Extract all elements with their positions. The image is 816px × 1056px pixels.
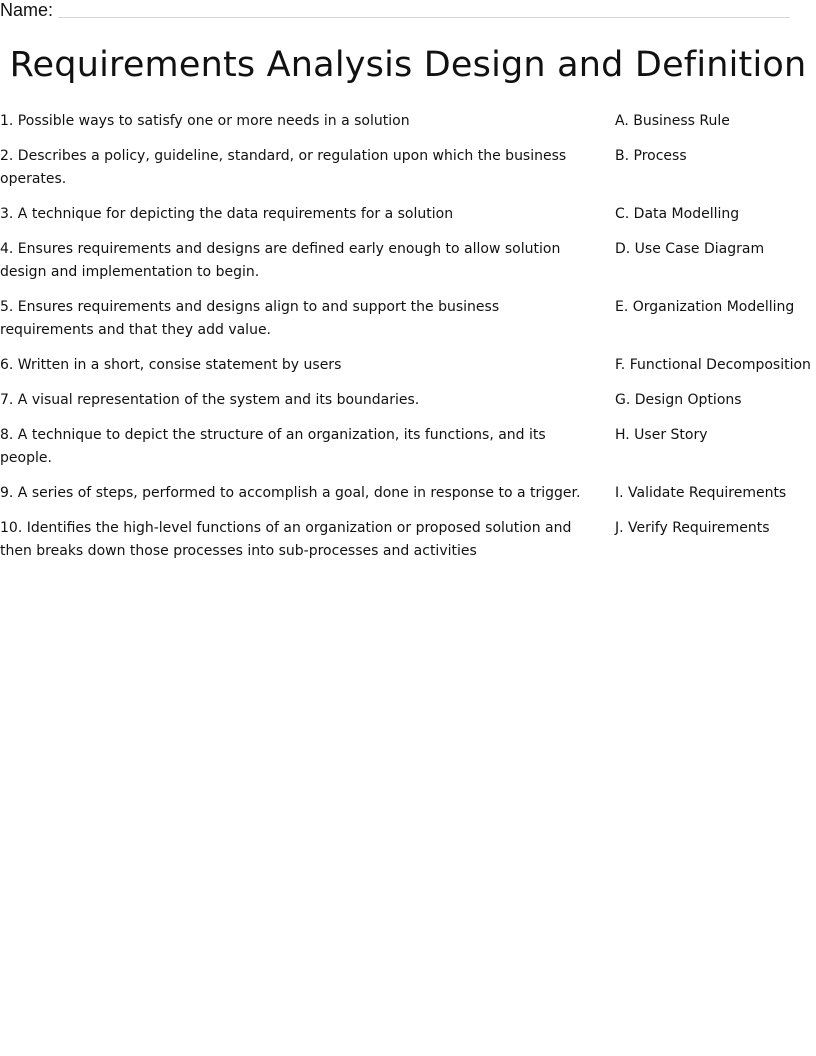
matching-row [0, 517, 816, 563]
question-9: 9. A series of steps, performed to accomplish a goal, done in response to a trigger. [0, 485, 581, 501]
answer-i: I. Validate Requirements [615, 485, 787, 501]
matching-row [0, 482, 816, 505]
name-write-line [58, 17, 790, 18]
answer-g: G. Design Options [615, 392, 742, 408]
answer-f: F. Functional Decomposition [615, 357, 811, 373]
matching-list [0, 110, 816, 575]
answer-c: C. Data Modelling [615, 206, 740, 222]
matching-row [0, 389, 816, 412]
question-1: 1. Possible ways to satisfy one or more needs in a solution [0, 113, 410, 129]
question-10: 10. Identifies the high-level functions of an organization or proposed solution and then breaks down those processes into sub-processes and activities [0, 520, 572, 559]
name-field-row [0, 0, 790, 20]
question-6: 6. Written in a short, consise statement by users [0, 357, 342, 373]
name-label: Name: [0, 0, 54, 20]
question-2: 2. Describes a policy, guideline, standard, or regulation upon which the business operates. [0, 148, 567, 187]
answer-e: E. Organization Modelling [615, 299, 795, 315]
question-7: 7. A visual representation of the system and its boundaries. [0, 392, 420, 408]
answer-a: A. Business Rule [615, 113, 730, 129]
answer-d: D. Use Case Diagram [615, 241, 765, 257]
question-8: 8. A technique to depict the structure of an organization, its functions, and its people. [0, 427, 546, 466]
answer-b: B. Process [615, 148, 687, 164]
matching-row [0, 424, 816, 470]
matching-row [0, 296, 816, 342]
matching-row [0, 354, 816, 377]
question-3: 3. A technique for depicting the data requirements for a solution [0, 206, 454, 222]
matching-row [0, 145, 816, 191]
answer-h: H. User Story [615, 427, 708, 443]
matching-row [0, 238, 816, 284]
question-4: 4. Ensures requirements and designs are defined early enough to allow solution design and implementation to begin. [0, 241, 561, 280]
matching-row [0, 110, 816, 133]
question-5: 5. Ensures requirements and designs align to and support the business requirements and that they add value. [0, 299, 500, 338]
matching-row [0, 203, 816, 226]
page-title: Requirements Analysis Design and Definition [9, 45, 807, 85]
answer-j: J. Verify Requirements [615, 520, 770, 536]
